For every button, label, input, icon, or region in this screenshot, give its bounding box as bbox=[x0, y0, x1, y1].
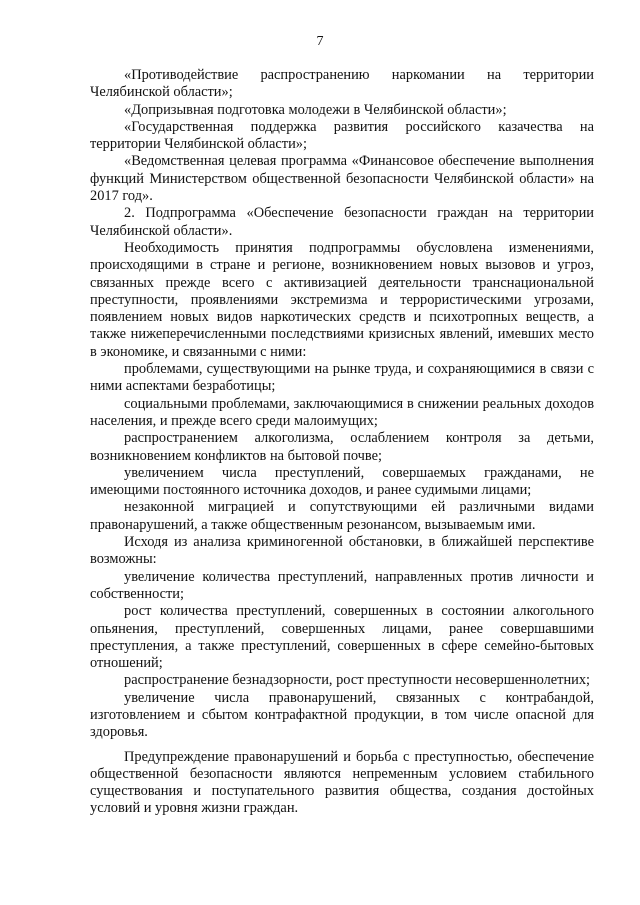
paragraph-program-cossacks: «Государственная поддержка развития российского казачества на территории Челябинской области»; bbox=[90, 118, 594, 153]
paragraph-program-youth-training: «Допризывная подготовка молодежи в Челябинской области»; bbox=[124, 101, 507, 118]
paragraph-conclusion: Предупреждение правонарушений и борьба с преступностью, обеспечение общественной безопасности являются непременным условием стабильного существования и поступательного развития общества, создания достойных условий и уровня жизни граждан. bbox=[90, 748, 594, 817]
paragraph-subprogram-heading: 2. Подпрограмма «Обеспечение безопасности граждан на территории Челябинской области». bbox=[90, 205, 594, 239]
paragraph-migration: незаконной миграцией и сопутствующими ей различными видами правонарушений, а также общественным резонансом, вызываемым ими. bbox=[90, 499, 594, 533]
document-body bbox=[90, 67, 594, 818]
page-number: 7 bbox=[316, 34, 324, 49]
paragraph-social-problems: социальными проблемами, заключающимися в снижении реальных доходов населения, и прежде всего среди малоимущих; bbox=[90, 395, 594, 429]
paragraph-program-financial-support: «Ведомственная целевая программа «Финансовое обеспечение выполнения функций Министерством общественной безопасности Челябинской области» на 2017 год». bbox=[90, 153, 594, 205]
paragraph-necessity: Необходимость принятия подпрограммы обусловлена изменениями, происходящими в стране и регионе, возникновением новых вызовов и угроз, связанных прежде всего с активизацией деятельности транснациональной преступности, проявлениями экстремизма и террористическими угрозами, появлением новых видов наркотических средств и психотропных веществ, а также нижеперечисленными последствиями кризисных явлений, имевших место в экономике, и связанными с ними: bbox=[90, 239, 594, 360]
paragraph-alcoholism: распространением алкоголизма, ослаблением контроля за детьми, возникновением конфликтов на бытовой почве; bbox=[90, 430, 594, 464]
paragraph-forecast-juvenile: распространение безнадзорности, рост преступности несовершеннолетних; bbox=[124, 672, 591, 689]
paragraph-program-anti-drug: «Противодействие распространению наркомании на территории Челябинской области»; bbox=[90, 67, 594, 101]
paragraph-forecast-personal-crimes: увеличение количества преступлений, направленных против личности и собственности; bbox=[90, 568, 594, 602]
paragraph-forecast-intro: Исходя из анализа криминогенной обстановки, в ближайшей перспективе возможны: bbox=[90, 534, 594, 568]
paragraph-labor-market: проблемами, существующими на рынке труда, и сохраняющимися в связи с ними аспектами безработицы; bbox=[90, 361, 594, 395]
paragraph-forecast-contraband: увеличение числа правонарушений, связанных с контрабандой, изготовлением и сбытом контрафактной продукции, в том числе опасной для здоровья. bbox=[90, 689, 594, 741]
paragraph-forecast-alcohol-crimes: рост количества преступлений, совершенных в состоянии алкогольного опьянения, преступлений, совершенных лицами, ранее совершавшими преступления, а также преступлений, совершенных в сфере семейно-бытовых отношений; bbox=[90, 603, 594, 672]
paragraph-crime-increase: увеличением числа преступлений, совершаемых гражданами, не имеющими постоянного источника доходов, и ранее судимыми лицами; bbox=[90, 464, 594, 499]
